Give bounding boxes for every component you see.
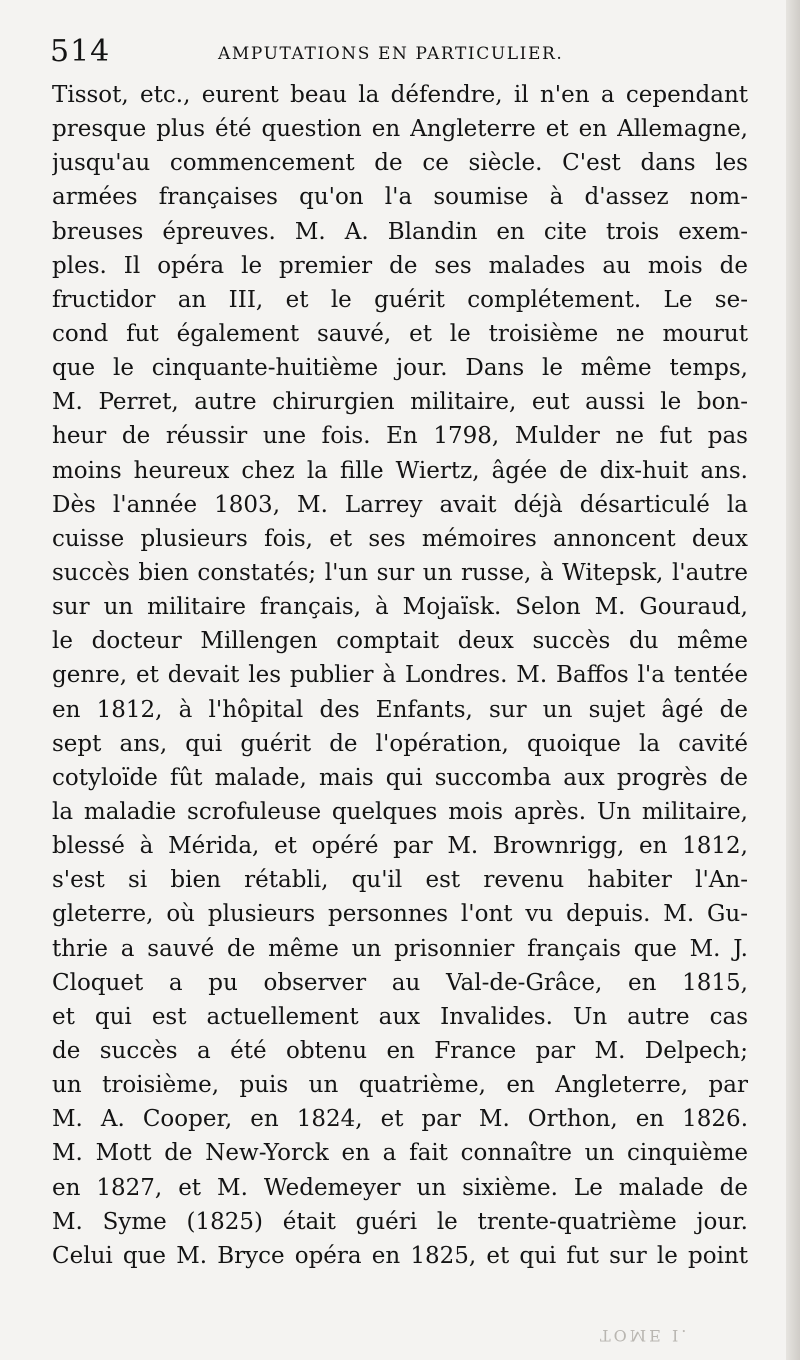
- text-line: en 1827, et M. Wedemeyer un sixième. Le malade de: [52, 1174, 748, 1201]
- running-head: AMPUTATIONS EN PARTICULIER.: [218, 44, 564, 64]
- text-line: armées françaises qu'on l'a soumise à d'assez nom-: [52, 184, 748, 211]
- text-line: heur de réussir une fois. En 1798, Mulder ne fut pas: [52, 423, 748, 450]
- text-line: Celui que M. Bryce opéra en 1825, et qui fut sur le point: [52, 1242, 748, 1269]
- text-line: cotyloïde fût malade, mais qui succomba aux progrès de: [52, 764, 748, 791]
- text-line: M. Mott de New-Yorck en a fait connaître un cinquième: [52, 1140, 748, 1167]
- text-line: M. A. Cooper, en 1824, et par M. Orthon, en 1826.: [52, 1106, 748, 1133]
- text-line: moins heureux chez la fille Wiertz, âgée de dix-huit ans.: [52, 457, 748, 484]
- text-line: M. Perret, autre chirurgien militaire, eut aussi le bon-: [52, 389, 748, 416]
- text-line: la maladie scrofuleuse quelques mois après. Un militaire,: [52, 798, 748, 825]
- text-line: breuses épreuves. M. A. Blandin en cite trois exem-: [52, 218, 748, 245]
- text-line: Tissot, etc., eurent beau la défendre, il n'en a cependant: [52, 82, 748, 108]
- text-line: blessé à Mérida, et opéré par M. Brownrigg, en 1812,: [52, 833, 748, 860]
- text-line: jusqu'au commencement de ce siècle. C'est dans les: [52, 150, 748, 177]
- body-text: [52, 78, 748, 1273]
- text-line: et qui est actuellement aux Invalides. Un autre cas: [52, 1003, 748, 1030]
- text-line: un troisième, puis un quatrième, en Angleterre, par: [52, 1072, 748, 1099]
- text-line: le docteur Millengen comptait deux succès du même: [52, 628, 748, 655]
- text-line: en 1812, à l'hôpital des Enfants, sur un sujet âgé de: [52, 696, 748, 723]
- text-line: M. Syme (1825) était guéri le trente-quatrième jour.: [52, 1208, 748, 1235]
- text-line: gleterre, où plusieurs personnes l'ont vu depuis. M. Gu-: [52, 901, 748, 928]
- text-line: de succès a été obtenu en France par M. Delpech;: [52, 1037, 748, 1064]
- text-line: ples. Il opéra le premier de ses malades au mois de: [52, 252, 748, 279]
- text-line: sur un militaire français, à Mojaïsk. Selon M. Gouraud,: [52, 594, 748, 621]
- text-line: presque plus été question en Angleterre et en Allemagne,: [52, 116, 748, 143]
- text-line: que le cinquante-huitième jour. Dans le même temps,: [52, 355, 748, 382]
- page-number: 514: [50, 34, 111, 69]
- page-header: [50, 34, 750, 74]
- text-line: cuisse plusieurs fois, et ses mémoires annoncent deux: [52, 525, 748, 552]
- text-line: succès bien constatés; l'un sur un russe, à Witepsk, l'autre: [52, 559, 748, 586]
- text-line: thrie a sauvé de même un prisonnier français que M. J.: [52, 935, 748, 962]
- text-line: s'est si bien rétabli, qu'il est revenu habiter l'An-: [52, 867, 748, 894]
- text-line: sept ans, qui guérit de l'opération, quoique la cavité: [52, 730, 748, 757]
- text-line: fructidor an III, et le guérit complétement. Le se-: [52, 286, 748, 313]
- text-line: cond fut également sauvé, et le troisième ne mourut: [52, 320, 748, 347]
- page-edge-shadow: [786, 0, 800, 1360]
- bleed-through-text: TOME I.: [600, 1326, 690, 1345]
- text-line: genre, et devait les publier à Londres. M. Baffos l'a tentée: [52, 662, 748, 689]
- text-line: Dès l'année 1803, M. Larrey avait déjà désarticulé la: [52, 491, 748, 518]
- text-line: Cloquet a pu observer au Val-de-Grâce, en 1815,: [52, 969, 748, 996]
